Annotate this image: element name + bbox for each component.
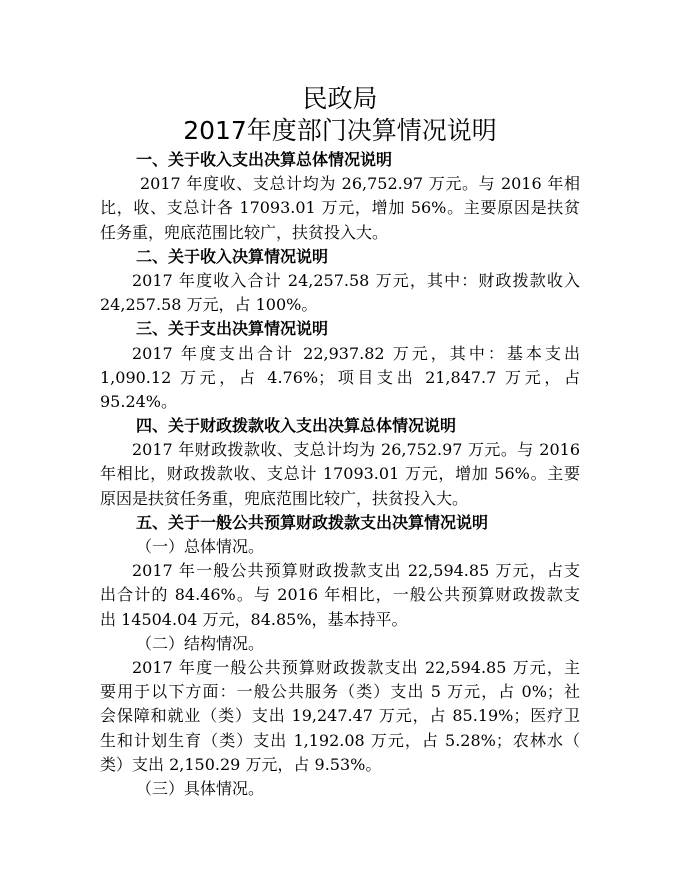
paragraph-line: 生和计划生育（类）支出 1,192.08 万元，占 5.28%；农林水（ — [100, 730, 580, 750]
subsection-heading: （三）具体情况。 — [136, 778, 265, 798]
paragraph-line: 类）支出 2,150.29 万元，占 9.53%。 — [100, 754, 382, 774]
paragraph-line: 24,257.58 万元，占 100%。 — [100, 295, 318, 315]
section-5 — [100, 511, 580, 801]
paragraph-line: 2017 年一般公共预算财政拨款支出 22,594.85 万元，占支 — [132, 561, 580, 581]
subsection-heading: （二）结构情况。 — [136, 633, 265, 653]
document-title-report: 2017年度部门决算情况说明 — [183, 116, 497, 145]
document-title-agency: 民政局 — [302, 84, 378, 113]
paragraph-line: 出 14504.04 万元，84.85%，基本持平。 — [100, 609, 408, 629]
paragraph-line: 2017 年度支出合计 22,937.82 万元，其中：基本支出 — [132, 343, 580, 363]
section-4 — [100, 414, 580, 511]
paragraph-line: 要用于以下方面：一般公共服务（类）支出 5 万元，占 0%；社 — [100, 682, 580, 702]
paragraph-line: 2017 年度收入合计 24,257.58 万元，其中：财政拨款收入 — [132, 270, 580, 290]
paragraph-line: 2017 年财政拨款收、支总计均为 26,752.97 万元。与 2016 — [132, 440, 580, 460]
paragraph-line: 出合计的 84.46%。与 2016 年相比，一般公共预算财政拨款支 — [100, 585, 580, 605]
paragraph-line: 年相比，财政拨款收、支总计 17093.01 万元，增加 56%。主要 — [100, 464, 580, 484]
section-heading: 一、关于收入支出决算总体情况说明 — [136, 150, 393, 169]
paragraph-line: 1,090.12 万元，占 4.76%；项目支出 21,847.7 万元，占 — [100, 367, 580, 387]
document-body — [100, 148, 580, 801]
subsection-structure — [100, 632, 580, 777]
paragraph-line: 2017 年度一般公共预算财政拨款支出 22,594.85 万元，主 — [132, 657, 580, 677]
section-heading: 五、关于一般公共预算财政拨款支出决算情况说明 — [136, 512, 489, 532]
section-3 — [100, 317, 580, 414]
paragraph-line: 会保障和就业（类）支出 19,247.47 万元，占 85.19%；医疗卫 — [100, 706, 580, 726]
paragraph-line: 2017 年度收、支总计均为 26,752.97 万元。与 2016 年相 — [140, 174, 580, 194]
section-2 — [100, 245, 580, 318]
paragraph-line: 任务重，兜底范围比较广，扶贫投入大。 — [100, 222, 389, 242]
subsection-details — [100, 777, 580, 801]
section-heading: 二、关于收入决算情况说明 — [136, 246, 329, 266]
paragraph-line: 95.24%。 — [100, 391, 178, 411]
paragraph-line: 比，收、支总计各 17093.01 万元，增加 56%。主要原因是扶贫 — [100, 198, 580, 218]
subsection-overall — [100, 535, 580, 632]
section-heading: 三、关于支出决算情况说明 — [136, 319, 329, 339]
section-1 — [100, 148, 580, 245]
section-heading: 四、关于财政拨款收入支出决算总体情况说明 — [136, 416, 457, 436]
paragraph-line: 原因是扶贫任务重，兜底范围比较广，扶贫投入大。 — [100, 488, 469, 508]
subsection-heading: （一）总体情况。 — [136, 537, 265, 556]
